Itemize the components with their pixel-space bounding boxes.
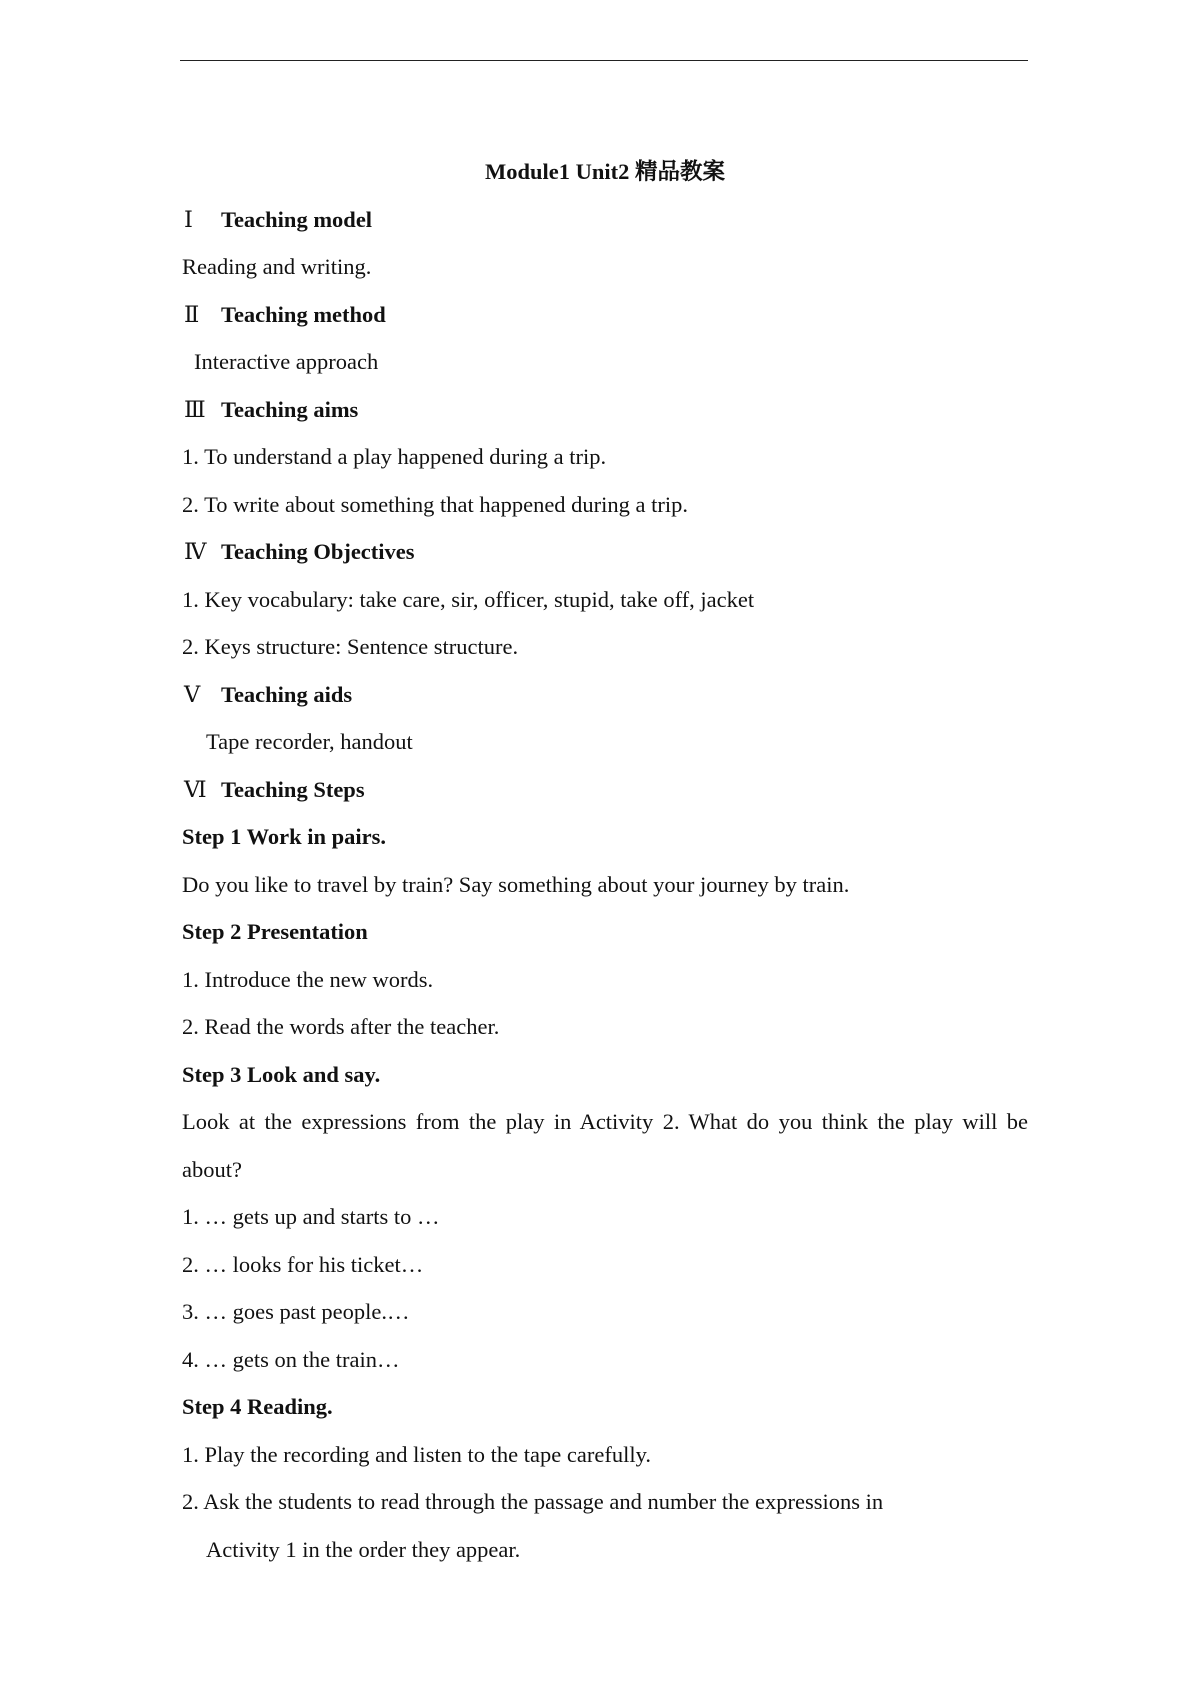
section-heading-text: Teaching Objectives bbox=[221, 539, 415, 564]
section-heading-teaching-aims bbox=[182, 386, 1028, 434]
step-heading-4: Step 4 Reading. bbox=[182, 1394, 333, 1419]
section-numeral: Ⅴ bbox=[184, 681, 201, 707]
list-item: 1. Introduce the new words. bbox=[182, 966, 434, 992]
list-item-continuation: Activity 1 in the order they appear. bbox=[206, 1536, 521, 1562]
section-heading-teaching-aids bbox=[182, 671, 1028, 719]
list-item: 2. … looks for his ticket… bbox=[182, 1251, 424, 1277]
step-3-text: Look at the expressions from the play in Activity 2. What do you think the play will be about? bbox=[182, 1109, 1028, 1182]
section-heading-text: Teaching aims bbox=[221, 396, 359, 422]
list-item: 2. Ask the students to read through the passage and number the expressions in bbox=[182, 1489, 884, 1514]
step-heading-3: Step 3 Look and say. bbox=[182, 1061, 381, 1087]
section-numeral: Ⅲ bbox=[184, 396, 206, 422]
list-item: 1. Key vocabulary: take care, sir, officer, stupid, take off, jacket bbox=[182, 586, 755, 612]
list-item: 2. Read the words after the teacher. bbox=[182, 1014, 500, 1039]
section-heading-text: Teaching method bbox=[221, 301, 386, 327]
list-item: 2. To write about something that happened during a trip. bbox=[182, 491, 689, 517]
section-numeral: Ⅳ bbox=[184, 539, 207, 564]
section-heading-text: Teaching aids bbox=[221, 681, 353, 707]
list-item: 1. Play the recording and listen to the tape carefully. bbox=[182, 1441, 652, 1467]
section-heading-teaching-steps bbox=[182, 766, 1028, 814]
teaching-aids-text: Tape recorder, handout bbox=[206, 729, 413, 754]
section-numeral: Ⅱ bbox=[184, 301, 200, 327]
list-item: 2. Keys structure: Sentence structure. bbox=[182, 634, 519, 659]
section-heading-teaching-method bbox=[182, 291, 1028, 339]
section-heading-teaching-model bbox=[182, 196, 1028, 244]
step-heading-1: Step 1 Work in pairs. bbox=[182, 824, 387, 849]
header-rule bbox=[180, 60, 1028, 61]
section-numeral: Ⅵ bbox=[184, 776, 207, 802]
section-heading-text: Teaching Steps bbox=[221, 776, 365, 802]
step-heading-2: Step 2 Presentation bbox=[182, 919, 368, 944]
teaching-method-text: Interactive approach bbox=[194, 349, 379, 374]
teaching-model-text: Reading and writing. bbox=[182, 254, 372, 279]
step-1-text: Do you like to travel by train? Say something about your journey by train. bbox=[182, 871, 850, 897]
section-heading-text: Teaching model bbox=[221, 206, 373, 232]
list-item: 4. … gets on the train… bbox=[182, 1346, 400, 1372]
list-item: 3. … goes past people.… bbox=[182, 1299, 410, 1324]
list-item: 1. To understand a play happened during a trip. bbox=[182, 444, 607, 469]
section-numeral: Ⅰ bbox=[184, 206, 193, 232]
document-title: Module1 Unit2 精品教案 bbox=[484, 159, 725, 184]
section-heading-teaching-objectives bbox=[182, 528, 1028, 576]
document-body bbox=[182, 148, 1028, 1573]
list-item: 1. … gets up and starts to … bbox=[182, 1204, 440, 1229]
